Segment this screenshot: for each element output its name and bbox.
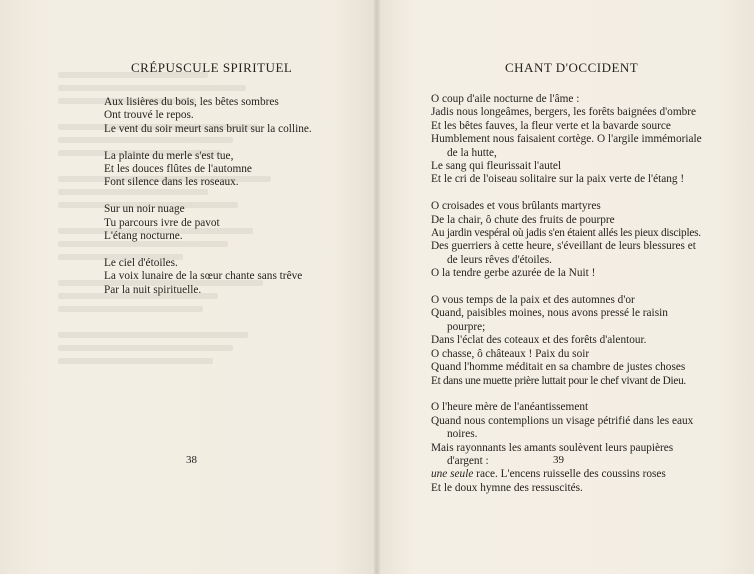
verse-line: de leurs rêves d'étoiles. <box>447 253 552 266</box>
verse-line: Et le doux hymne des ressuscités. <box>431 481 583 494</box>
stanza <box>431 401 696 495</box>
verse-line: Humblement nous faisaient cortège. O l'argile immémoriale <box>431 133 702 146</box>
verse-line: Ont trouvé le repos. <box>104 109 194 122</box>
verse-line: Le sang qui fleurissait l'autel <box>431 160 562 173</box>
verse-line: Et dans une muette prière luttait pour le chef vivant de Dieu. <box>431 374 686 387</box>
verse-line: noires. <box>447 428 478 441</box>
stanza <box>104 150 340 190</box>
stanza <box>104 257 340 297</box>
verse-line: O chasse, ô châteaux ! Paix du soir <box>431 347 590 360</box>
left-poem-title: CRÉPUSCULE SPIRITUEL <box>131 60 293 75</box>
stanza <box>431 93 702 187</box>
verse-line: Le vent du soir meurt sans bruit sur la colline. <box>104 122 312 135</box>
verse-line-rest: race. L'encens ruisselle des coussins roses <box>473 468 666 481</box>
verse-line: Au jardin vespéral où jadis s'en étaient allés les pieux disciples. <box>431 227 701 240</box>
verse-line: O l'heure mère de l'anéantissement <box>431 401 589 414</box>
verse-line: Jadis nous longeâmes, bergers, les forêts baignées d'ombre <box>431 106 697 119</box>
verse-line: Font silence dans les roseaux. <box>104 176 239 189</box>
stanza <box>104 96 340 136</box>
verse-line: O la tendre gerbe azurée de la Nuit ! <box>431 267 596 280</box>
verse-line: d'argent : <box>447 454 489 467</box>
verse-line: Quand nous contemplions un visage pétrifié dans les eaux <box>431 414 694 427</box>
right-page-number: 39 <box>553 454 564 466</box>
right-poem-body <box>431 93 702 509</box>
verse-line: Mais rayonnants les amants soulèvent leurs paupières <box>431 441 674 454</box>
verse-line: L'étang nocturne. <box>104 230 183 243</box>
verse-line: Et le cri de l'oiseau solitaire sur la paix verte de l'étang ! <box>431 173 685 186</box>
verse-line: Dans l'éclat des coteaux et des forêts d'alentour. <box>431 334 647 347</box>
italic-phrase: une seule <box>431 468 474 481</box>
verse-line: O croisades et vous brûlants martyres <box>431 200 601 213</box>
stanza <box>104 203 340 243</box>
verse-line <box>431 468 696 481</box>
verse-line: Aux lisières du bois, les bêtes sombres <box>104 96 279 108</box>
verse-line: Le ciel d'étoiles. <box>104 256 178 269</box>
book-gutter <box>374 0 380 574</box>
verse-line: pourpre; <box>447 320 486 333</box>
verse-line: Et les bêtes fauves, la fleur verte et la bavarde source <box>431 119 671 132</box>
verse-line: O coup d'aile nocturne de l'âme : <box>431 93 580 105</box>
right-poem-title: CHANT D'OCCIDENT <box>505 60 639 75</box>
verse-line: Par la nuit spirituelle. <box>104 283 202 296</box>
verse-line: Tu parcours ivre de pavot <box>104 216 220 229</box>
left-poem-body <box>104 96 340 310</box>
verse-line: Quand, paisibles moines, nous avons pressé le raisin <box>431 307 668 320</box>
verse-line: Et les douces flûtes de l'automne <box>104 163 252 176</box>
verse-line: La voix lunaire de la sœur chante sans trêve <box>104 270 303 283</box>
verse-line: O vous temps de la paix et des automnes d'or <box>431 294 635 307</box>
verse-line: Des guerriers à cette heure, s'éveillant de leurs blessures et <box>431 240 696 253</box>
verse-line: La plainte du merle s'est tue, <box>104 149 234 162</box>
left-page-number: 38 <box>186 454 197 466</box>
verse-line: De la chair, ô chute des fruits de pourpre <box>431 213 615 226</box>
verse-line: Quand l'homme méditait en sa chambre de justes choses <box>431 361 686 374</box>
verse-line: Sur un noir nuage <box>104 203 185 216</box>
verse-line: de la hutte, <box>447 146 497 159</box>
stanza <box>431 294 696 388</box>
stanza <box>431 200 701 280</box>
